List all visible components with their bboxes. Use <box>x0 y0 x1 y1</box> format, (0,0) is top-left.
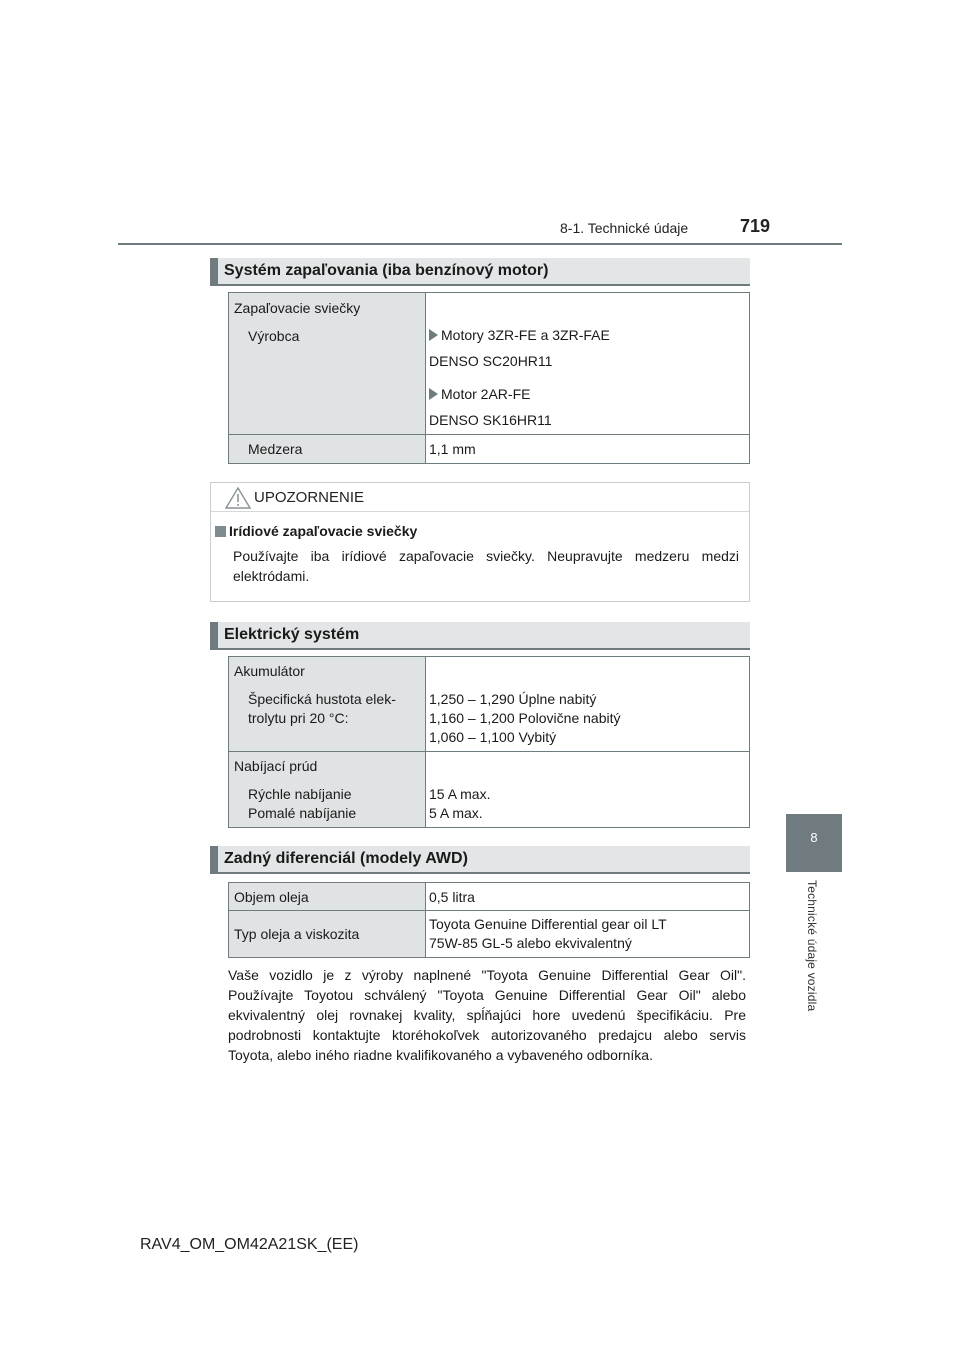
page-number: 719 <box>740 216 771 236</box>
engine-1: Motory 3ZR-FE a 3ZR-FAE <box>426 293 749 345</box>
caution-header <box>211 483 749 512</box>
oil-type-value-2: 75W-85 GL-5 alebo ekvivalentný <box>429 935 632 951</box>
maker-label: Výrobca <box>248 328 300 344</box>
heading-bar <box>210 846 218 874</box>
density-2: 1,160 – 1,200 Polovične nabitý <box>429 710 621 726</box>
warning-icon <box>225 486 251 510</box>
document-code: RAV4_OM_OM42A21SK_(EE) <box>140 1236 359 1253</box>
oil-type-label-cell <box>229 911 426 958</box>
heading-bar <box>210 622 218 650</box>
gap-value-cell <box>426 435 750 464</box>
spark-plug-value-cell <box>426 293 750 435</box>
electrical-table <box>228 656 750 828</box>
charge-label: Nabíjací prúd <box>234 758 318 774</box>
chapter-number: 8 <box>810 830 818 845</box>
density-1: 1,250 – 1,290 Úplne nabitý <box>429 691 597 707</box>
gap-label-cell <box>229 435 426 464</box>
charge-value-cell <box>426 752 750 828</box>
chapter-label: Technické údaje vozidla <box>805 880 819 1012</box>
caution-body: Používajte iba irídiové zapaľovacie sviečky. Neupravujte medzeru medzi elektródami. <box>233 548 739 584</box>
oil-capacity-label: Objem oleja <box>234 889 309 905</box>
plug-1: DENSO SC20HR11 <box>429 353 553 369</box>
rear-diff-heading-text: Zadný diferenciál (modely AWD) <box>224 850 468 867</box>
heading-bar <box>210 258 218 286</box>
section-title: 8-1. Technické údaje <box>560 220 689 236</box>
fast-charge-label: Rýchle nabíjanie <box>248 786 352 802</box>
caution-title: UPOZORNENIE <box>254 489 365 506</box>
rear-diff-heading <box>210 846 750 874</box>
rear-diff-note: Vaše vozidlo je z výroby naplnené "Toyota Genuine Differential Gear Oil". Používajte Toyotou schválený "Toyota Genuine Differential Gear Oil" alebo ekvivalentný olej rovnakej kvality, spĺňajúci hore uvedenú špecifikáciu. Pre podrobnosti kontaktujte ktoréhokoľvek autorizovaného predajcu alebo servis Toyota, alebo iného riadne kvalifikovaného a vybaveného odborníka. <box>228 967 746 1063</box>
gap-label: Medzera <box>248 441 303 457</box>
caution-box <box>210 482 750 602</box>
oil-capacity-value-cell <box>426 883 750 911</box>
electrical-heading-text: Elektrický systém <box>224 626 360 643</box>
header-rule <box>118 243 842 245</box>
arrow-icon <box>429 329 438 341</box>
engine-2: Motor 2AR-FE <box>426 371 749 404</box>
square-bullet-icon <box>215 526 226 537</box>
ignition-table <box>228 292 750 464</box>
oil-capacity-label-cell <box>229 883 426 911</box>
slow-charge-label: Pomalé nabíjanie <box>248 805 357 821</box>
ignition-heading <box>210 258 750 286</box>
oil-capacity-value: 0,5 litra <box>429 889 475 905</box>
rear-diff-table <box>228 882 750 958</box>
oil-type-label: Typ oleja a viskozita <box>234 925 360 942</box>
plug-2: DENSO SK16HR11 <box>429 412 552 428</box>
battery-label-cell <box>229 657 426 752</box>
electrical-heading <box>210 622 750 650</box>
spark-plugs-label: Zapaľovacie sviečky <box>234 300 361 316</box>
slow-charge-value: 5 A max. <box>429 805 483 821</box>
spark-plug-label-cell <box>229 293 426 435</box>
charge-label-cell <box>229 752 426 828</box>
oil-type-value-1: Toyota Genuine Differential gear oil LT <box>429 916 667 932</box>
battery-value-cell <box>426 657 750 752</box>
caution-subtitle: Irídiové zapaľovacie sviečky <box>229 523 418 539</box>
density-3: 1,060 – 1,100 Vybitý <box>429 729 557 745</box>
oil-type-value-cell <box>426 911 750 958</box>
density-label-2: trolytu pri 20 °C: <box>248 710 349 726</box>
density-label-1: Špecifická hustota elek- <box>248 691 396 707</box>
ignition-heading-text: Systém zapaľovania (iba benzínový motor) <box>224 262 549 279</box>
fast-charge-value: 15 A max. <box>429 786 491 802</box>
gap-value: 1,1 mm <box>429 441 476 457</box>
battery-label: Akumulátor <box>234 663 305 679</box>
arrow-icon <box>429 388 438 400</box>
